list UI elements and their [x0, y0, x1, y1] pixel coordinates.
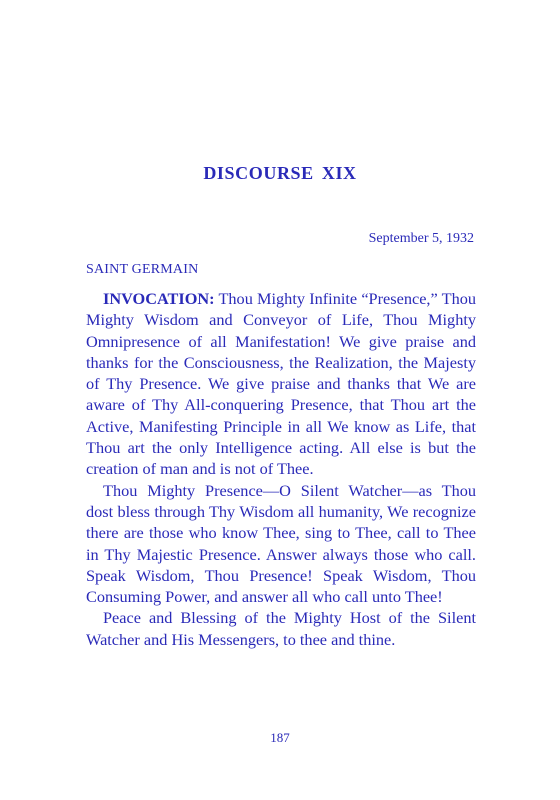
page-number: 187	[270, 730, 290, 745]
discourse-date: September 5, 1932	[368, 231, 474, 246]
paragraph-text: Peace and Blessing of the Mighty Host of the Silent Watcher and His Messengers, to thee and thine.	[86, 608, 476, 649]
chapter-title: DISCOURSE XIX	[203, 163, 357, 183]
speaker-name: SAINT GERMAIN	[86, 262, 199, 277]
paragraph-invocation	[86, 288, 476, 480]
paragraph-text: Thou Mighty Infinite “Presence,” Thou Mighty Wisdom and Conveyor of Life, Thou Mighty Omnipresence of all Manifestation! We give praise and thanks for the Consciousness, the Realization, the Majesty of Thy Presence. We give praise and thanks that We are aware of Thy All-conquering Presence, that Thou art the Active, Manifesting Principle in all We know as Life, that Thou art the only Intelligence acting. All else is but the creation of man and is not of Thee.	[86, 289, 476, 479]
invocation-label: INVOCATION:	[103, 289, 215, 308]
paragraph-text: Thou Mighty Presence—O Silent Watcher—as Thou dost bless through Thy Wisdom all humanity, We recognize there are those who know Thee, sing to Thee, call to Thee in Thy Majestic Presence. Answer always those who call. Speak Wisdom, Thou Presence! Speak Wisdom, Thou Consuming Power, and answer all who call unto Thee!	[86, 480, 476, 607]
paragraph-silent-watcher	[86, 480, 476, 608]
discourse-body	[86, 288, 476, 650]
paragraph-blessing	[86, 607, 476, 650]
